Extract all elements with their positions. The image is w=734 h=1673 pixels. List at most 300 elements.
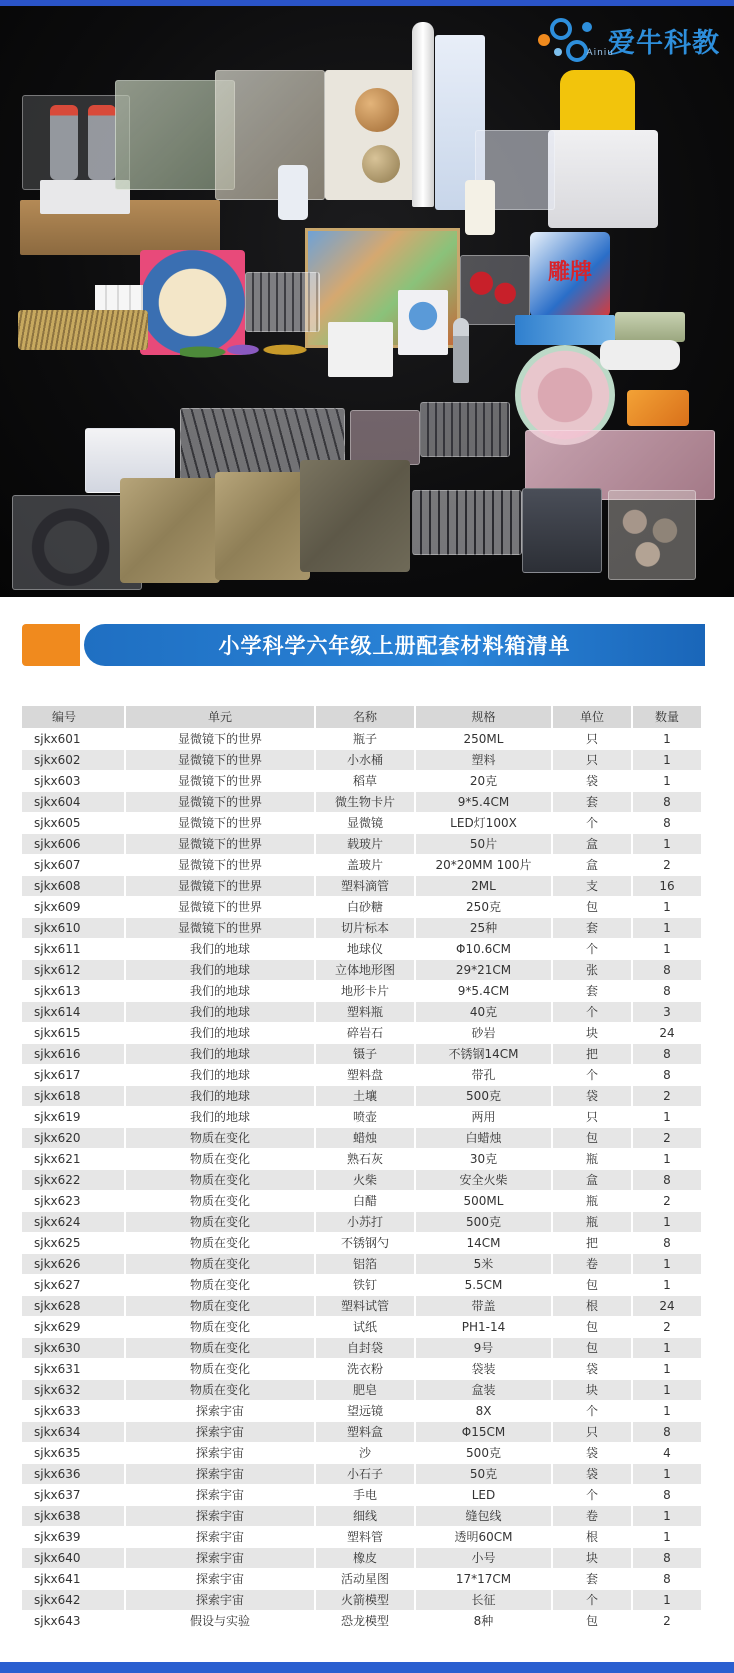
cell-spec: 不锈钢14CM xyxy=(415,1043,552,1064)
cell-quantity: 8 xyxy=(632,1421,702,1442)
table-row xyxy=(22,917,702,938)
cell-unit: 探索宇宙 xyxy=(125,1526,315,1547)
cell-unit: 物质在变化 xyxy=(125,1379,315,1400)
table-row xyxy=(22,1253,702,1274)
cell-quantity: 1 xyxy=(632,896,702,917)
cell-spec: 两用 xyxy=(415,1106,552,1127)
cell-spec: 29*21CM xyxy=(415,959,552,980)
cell-code: sjkx611 xyxy=(22,938,125,959)
cell-name: 盖玻片 xyxy=(315,854,415,875)
title-banner xyxy=(84,624,705,666)
cell-quantity: 1 xyxy=(632,1106,702,1127)
cell-name: 沙 xyxy=(315,1442,415,1463)
cell-code: sjkx614 xyxy=(22,1001,125,1022)
cell-unit: 探索宇宙 xyxy=(125,1484,315,1505)
cell-unit: 探索宇宙 xyxy=(125,1421,315,1442)
cell-unit: 物质在变化 xyxy=(125,1337,315,1358)
cell-name: 橡皮 xyxy=(315,1547,415,1568)
cell-quantity: 8 xyxy=(632,1064,702,1085)
cell-name: 塑料管 xyxy=(315,1526,415,1547)
cell-spec: 盒装 xyxy=(415,1379,552,1400)
globe-box xyxy=(398,290,448,355)
table-row xyxy=(22,980,702,1001)
cell-measure: 个 xyxy=(552,1484,632,1505)
table-row xyxy=(22,1442,702,1463)
cell-code: sjkx601 xyxy=(22,728,125,749)
cell-name: 不锈钢勺 xyxy=(315,1232,415,1253)
table-row xyxy=(22,1043,702,1064)
spoon xyxy=(453,318,469,383)
brand-sub: Ainiu xyxy=(586,48,614,58)
table-row xyxy=(22,749,702,770)
cell-spec: 25种 xyxy=(415,917,552,938)
cell-code: sjkx618 xyxy=(22,1085,125,1106)
cell-code: sjkx643 xyxy=(22,1610,125,1631)
cell-measure: 支 xyxy=(552,875,632,896)
cell-code: sjkx633 xyxy=(22,1400,125,1421)
cell-measure: 包 xyxy=(552,1337,632,1358)
cell-spec: LED xyxy=(415,1484,552,1505)
table-row xyxy=(22,1400,702,1421)
stones-bag xyxy=(608,490,696,580)
snack-pack xyxy=(627,390,689,426)
table-row xyxy=(22,1610,702,1631)
rocket xyxy=(412,22,434,207)
cell-name: 立体地形图 xyxy=(315,959,415,980)
cell-unit: 探索宇宙 xyxy=(125,1589,315,1610)
white-bottles xyxy=(600,340,680,370)
top-strip xyxy=(0,0,734,6)
bottom-strip xyxy=(0,1662,734,1673)
straw-bundle xyxy=(18,310,148,350)
table-row xyxy=(22,1484,702,1505)
cell-code: sjkx609 xyxy=(22,896,125,917)
cell-measure: 套 xyxy=(552,980,632,1001)
cell-quantity: 1 xyxy=(632,1253,702,1274)
cell-measure: 块 xyxy=(552,1547,632,1568)
cell-quantity: 1 xyxy=(632,1211,702,1232)
cell-code: sjkx606 xyxy=(22,833,125,854)
cell-code: sjkx607 xyxy=(22,854,125,875)
cell-quantity: 8 xyxy=(632,1547,702,1568)
cell-spec: 安全火柴 xyxy=(415,1169,552,1190)
cell-spec: 透明60CM xyxy=(415,1526,552,1547)
cell-spec: 带盖 xyxy=(415,1295,552,1316)
page-title: 小学科学六年级上册配套材料箱清单 xyxy=(218,634,571,658)
cell-name: 塑料瓶 xyxy=(315,1001,415,1022)
cell-unit: 我们的地球 xyxy=(125,938,315,959)
cell-code: sjkx620 xyxy=(22,1127,125,1148)
cell-unit: 我们的地球 xyxy=(125,1022,315,1043)
cell-unit: 显微镜下的世界 xyxy=(125,854,315,875)
cell-spec: 袋装 xyxy=(415,1358,552,1379)
cell-name: 白砂糖 xyxy=(315,896,415,917)
cell-code: sjkx628 xyxy=(22,1295,125,1316)
cell-quantity: 1 xyxy=(632,1379,702,1400)
cell-name: 塑料试管 xyxy=(315,1295,415,1316)
cell-spec: 250ML xyxy=(415,728,552,749)
cell-quantity: 8 xyxy=(632,1043,702,1064)
small-items-bag xyxy=(350,410,420,465)
cell-name: 试纸 xyxy=(315,1316,415,1337)
cell-spec: 50片 xyxy=(415,833,552,854)
cell-unit: 物质在变化 xyxy=(125,1358,315,1379)
cell-measure: 袋 xyxy=(552,1085,632,1106)
cell-measure: 套 xyxy=(552,917,632,938)
cell-unit: 物质在变化 xyxy=(125,1127,315,1148)
cell-measure: 包 xyxy=(552,896,632,917)
cell-code: sjkx613 xyxy=(22,980,125,1001)
cell-quantity: 1 xyxy=(632,770,702,791)
cell-code: sjkx641 xyxy=(22,1568,125,1589)
cell-code: sjkx639 xyxy=(22,1526,125,1547)
cell-quantity: 8 xyxy=(632,959,702,980)
table-row xyxy=(22,896,702,917)
cell-name: 肥皂 xyxy=(315,1379,415,1400)
table-row xyxy=(22,1547,702,1568)
cell-unit: 显微镜下的世界 xyxy=(125,896,315,917)
cell-unit: 显微镜下的世界 xyxy=(125,791,315,812)
cell-name: 瓶子 xyxy=(315,728,415,749)
cell-measure: 袋 xyxy=(552,1463,632,1484)
table-row xyxy=(22,833,702,854)
cell-quantity: 2 xyxy=(632,1610,702,1631)
cell-unit: 探索宇宙 xyxy=(125,1505,315,1526)
cell-unit: 物质在变化 xyxy=(125,1211,315,1232)
table-row xyxy=(22,938,702,959)
cell-unit: 物质在变化 xyxy=(125,1253,315,1274)
table-row xyxy=(22,1001,702,1022)
cell-name: 小石子 xyxy=(315,1463,415,1484)
table-row xyxy=(22,1379,702,1400)
table-row xyxy=(22,1169,702,1190)
cell-quantity: 2 xyxy=(632,854,702,875)
cell-unit: 我们的地球 xyxy=(125,1106,315,1127)
table-row xyxy=(22,791,702,812)
cell-name: 白醋 xyxy=(315,1190,415,1211)
cell-name: 塑料盘 xyxy=(315,1064,415,1085)
table-row xyxy=(22,1085,702,1106)
table-row xyxy=(22,1127,702,1148)
cell-quantity: 8 xyxy=(632,1232,702,1253)
table-row xyxy=(22,1526,702,1547)
table-row xyxy=(22,875,702,896)
cell-measure: 卷 xyxy=(552,1253,632,1274)
foil-roll xyxy=(615,312,685,342)
cell-quantity: 1 xyxy=(632,1358,702,1379)
cell-quantity: 1 xyxy=(632,1505,702,1526)
bottle-2 xyxy=(88,105,116,180)
cell-measure: 把 xyxy=(552,1232,632,1253)
header-measure: 单位 xyxy=(552,706,632,728)
cell-code: sjkx602 xyxy=(22,749,125,770)
cell-name: 碎岩石 xyxy=(315,1022,415,1043)
cell-spec: 500ML xyxy=(415,1190,552,1211)
cell-unit: 我们的地球 xyxy=(125,959,315,980)
table-row xyxy=(22,1064,702,1085)
cell-spec: 40克 xyxy=(415,1001,552,1022)
brand-logo xyxy=(538,14,720,66)
cell-unit: 探索宇宙 xyxy=(125,1400,315,1421)
cell-spec: 砂岩 xyxy=(415,1022,552,1043)
cell-unit: 显微镜下的世界 xyxy=(125,749,315,770)
cell-spec: 小号 xyxy=(415,1547,552,1568)
cell-quantity: 8 xyxy=(632,812,702,833)
cell-unit: 物质在变化 xyxy=(125,1274,315,1295)
cell-measure: 只 xyxy=(552,1106,632,1127)
cell-spec: 20克 xyxy=(415,770,552,791)
cell-measure: 套 xyxy=(552,791,632,812)
cell-name: 铝箔 xyxy=(315,1253,415,1274)
cell-quantity: 2 xyxy=(632,1085,702,1106)
cell-measure: 个 xyxy=(552,812,632,833)
cell-name: 洗衣粉 xyxy=(315,1358,415,1379)
cards-bag-2 xyxy=(215,70,325,200)
cell-name: 镊子 xyxy=(315,1043,415,1064)
cell-unit: 显微镜下的世界 xyxy=(125,728,315,749)
cell-code: sjkx616 xyxy=(22,1043,125,1064)
slides-box xyxy=(328,322,393,377)
cell-spec: 带孔 xyxy=(415,1064,552,1085)
cell-code: sjkx635 xyxy=(22,1442,125,1463)
header-spec: 规格 xyxy=(415,706,552,728)
cell-code: sjkx640 xyxy=(22,1547,125,1568)
cell-code: sjkx634 xyxy=(22,1421,125,1442)
cell-spec: 500克 xyxy=(415,1085,552,1106)
sand-bag-2 xyxy=(215,472,310,580)
brand-name: 爱牛科教 xyxy=(608,27,720,59)
table-row xyxy=(22,1106,702,1127)
thread-spool xyxy=(465,180,495,235)
cell-unit: 显微镜下的世界 xyxy=(125,917,315,938)
table-row xyxy=(22,1421,702,1442)
cell-unit: 物质在变化 xyxy=(125,1316,315,1337)
cell-measure: 瓶 xyxy=(552,1148,632,1169)
cell-name: 小苏打 xyxy=(315,1211,415,1232)
table-row xyxy=(22,1274,702,1295)
table-row xyxy=(22,1358,702,1379)
cell-measure: 袋 xyxy=(552,1442,632,1463)
cell-code: sjkx612 xyxy=(22,959,125,980)
cell-code: sjkx629 xyxy=(22,1316,125,1337)
cell-quantity: 1 xyxy=(632,1274,702,1295)
cell-name: 手电 xyxy=(315,1484,415,1505)
cell-measure: 个 xyxy=(552,938,632,959)
cell-code: sjkx631 xyxy=(22,1358,125,1379)
cell-spec: 5.5CM xyxy=(415,1274,552,1295)
nails-bag xyxy=(420,402,510,457)
cell-measure: 个 xyxy=(552,1400,632,1421)
cell-name: 细线 xyxy=(315,1505,415,1526)
cell-name: 自封袋 xyxy=(315,1337,415,1358)
cell-code: sjkx621 xyxy=(22,1148,125,1169)
cell-measure: 包 xyxy=(552,1610,632,1631)
table-header-row xyxy=(22,706,702,728)
table-row xyxy=(22,1316,702,1337)
cell-name: 地球仪 xyxy=(315,938,415,959)
cell-measure: 瓶 xyxy=(552,1190,632,1211)
table-row xyxy=(22,1589,702,1610)
cell-measure: 袋 xyxy=(552,1358,632,1379)
cell-unit: 显微镜下的世界 xyxy=(125,833,315,854)
cell-name: 火箭模型 xyxy=(315,1589,415,1610)
cell-code: sjkx617 xyxy=(22,1064,125,1085)
cell-measure: 块 xyxy=(552,1022,632,1043)
cell-measure: 只 xyxy=(552,1421,632,1442)
cell-quantity: 1 xyxy=(632,1463,702,1484)
cell-spec: 30克 xyxy=(415,1148,552,1169)
white-jar xyxy=(278,165,308,220)
cell-name: 喷壶 xyxy=(315,1106,415,1127)
cell-spec: 2ML xyxy=(415,875,552,896)
cell-spec: 8X xyxy=(415,1400,552,1421)
cell-spec: 塑料 xyxy=(415,749,552,770)
cell-measure: 根 xyxy=(552,1526,632,1547)
cell-code: sjkx626 xyxy=(22,1253,125,1274)
table-row xyxy=(22,770,702,791)
cell-quantity: 8 xyxy=(632,980,702,1001)
cell-quantity: 1 xyxy=(632,833,702,854)
cell-measure: 盒 xyxy=(552,1169,632,1190)
cell-code: sjkx619 xyxy=(22,1106,125,1127)
cell-measure: 包 xyxy=(552,1274,632,1295)
planet-1 xyxy=(355,88,399,132)
cell-name: 铁钉 xyxy=(315,1274,415,1295)
cell-measure: 个 xyxy=(552,1064,632,1085)
cell-spec: PH1-14 xyxy=(415,1316,552,1337)
cell-code: sjkx604 xyxy=(22,791,125,812)
cell-unit: 探索宇宙 xyxy=(125,1442,315,1463)
cell-quantity: 2 xyxy=(632,1190,702,1211)
cell-unit: 物质在变化 xyxy=(125,1190,315,1211)
cell-spec: 长征 xyxy=(415,1589,552,1610)
table-row xyxy=(22,1148,702,1169)
cell-measure: 瓶 xyxy=(552,1211,632,1232)
cell-measure: 包 xyxy=(552,1316,632,1337)
cell-unit: 我们的地球 xyxy=(125,980,315,1001)
table-row xyxy=(22,1232,702,1253)
cell-code: sjkx638 xyxy=(22,1505,125,1526)
cell-unit: 物质在变化 xyxy=(125,1232,315,1253)
product-photo xyxy=(0,0,734,597)
cell-unit: 探索宇宙 xyxy=(125,1463,315,1484)
cell-code: sjkx605 xyxy=(22,812,125,833)
table-row xyxy=(22,1568,702,1589)
cell-code: sjkx625 xyxy=(22,1232,125,1253)
cell-code: sjkx622 xyxy=(22,1169,125,1190)
cell-measure: 张 xyxy=(552,959,632,980)
cell-spec: 250克 xyxy=(415,896,552,917)
header-quantity: 数量 xyxy=(632,706,702,728)
cell-quantity: 2 xyxy=(632,1316,702,1337)
cell-code: sjkx608 xyxy=(22,875,125,896)
cell-quantity: 2 xyxy=(632,1127,702,1148)
cell-spec: 500克 xyxy=(415,1211,552,1232)
soil-bag-1 xyxy=(300,460,410,572)
cell-spec: 500克 xyxy=(415,1442,552,1463)
cell-quantity: 1 xyxy=(632,1589,702,1610)
cell-unit: 物质在变化 xyxy=(125,1169,315,1190)
cell-name: 地形卡片 xyxy=(315,980,415,1001)
dinosaurs xyxy=(180,325,320,370)
cell-unit: 显微镜下的世界 xyxy=(125,875,315,896)
cell-measure: 卷 xyxy=(552,1505,632,1526)
dark-cards-bag xyxy=(522,488,602,573)
cell-quantity: 1 xyxy=(632,1400,702,1421)
cell-unit: 显微镜下的世界 xyxy=(125,812,315,833)
cell-quantity: 1 xyxy=(632,1337,702,1358)
cell-name: 小水桶 xyxy=(315,749,415,770)
cell-measure: 包 xyxy=(552,1127,632,1148)
cell-spec: LED灯100X xyxy=(415,812,552,833)
cell-measure: 个 xyxy=(552,1001,632,1022)
cell-unit: 物质在变化 xyxy=(125,1295,315,1316)
cell-quantity: 8 xyxy=(632,1169,702,1190)
cell-spec: 缝包线 xyxy=(415,1505,552,1526)
cell-measure: 把 xyxy=(552,1043,632,1064)
cell-unit: 假设与实验 xyxy=(125,1610,315,1631)
table-row xyxy=(22,812,702,833)
cell-code: sjkx627 xyxy=(22,1274,125,1295)
cell-spec: 8种 xyxy=(415,1610,552,1631)
cell-name: 蜡烛 xyxy=(315,1127,415,1148)
cell-name: 微生物卡片 xyxy=(315,791,415,812)
cell-name: 活动星图 xyxy=(315,1568,415,1589)
cell-code: sjkx603 xyxy=(22,770,125,791)
section-title-bar xyxy=(22,624,705,666)
header-name: 名称 xyxy=(315,706,415,728)
cell-code: sjkx630 xyxy=(22,1337,125,1358)
cell-measure: 块 xyxy=(552,1379,632,1400)
cell-code: sjkx615 xyxy=(22,1022,125,1043)
cell-code: sjkx636 xyxy=(22,1463,125,1484)
table-row xyxy=(22,728,702,749)
cell-measure: 根 xyxy=(552,1295,632,1316)
soap-box xyxy=(515,315,615,345)
table-row xyxy=(22,1505,702,1526)
cell-measure: 只 xyxy=(552,749,632,770)
table-row xyxy=(22,1190,702,1211)
cell-spec: 9*5.4CM xyxy=(415,791,552,812)
cell-spec: 17*17CM xyxy=(415,1568,552,1589)
cell-unit: 物质在变化 xyxy=(125,1148,315,1169)
cell-quantity: 4 xyxy=(632,1442,702,1463)
cell-name: 塑料盒 xyxy=(315,1421,415,1442)
table-row xyxy=(22,959,702,980)
table-row xyxy=(22,1295,702,1316)
cell-name: 载玻片 xyxy=(315,833,415,854)
table-row xyxy=(22,1337,702,1358)
cell-code: sjkx637 xyxy=(22,1484,125,1505)
table-row xyxy=(22,854,702,875)
cell-quantity: 8 xyxy=(632,1568,702,1589)
cell-quantity: 8 xyxy=(632,791,702,812)
bottle-1 xyxy=(50,105,78,180)
logo-dots-icon xyxy=(538,14,602,66)
cell-unit: 探索宇宙 xyxy=(125,1547,315,1568)
header-unit: 单元 xyxy=(125,706,315,728)
planet-2 xyxy=(362,145,400,183)
cell-name: 土壤 xyxy=(315,1085,415,1106)
cell-quantity: 1 xyxy=(632,917,702,938)
cell-code: sjkx623 xyxy=(22,1190,125,1211)
cell-quantity: 24 xyxy=(632,1022,702,1043)
cell-spec: 白蜡烛 xyxy=(415,1127,552,1148)
cell-measure: 盒 xyxy=(552,854,632,875)
cell-quantity: 1 xyxy=(632,938,702,959)
title-accent xyxy=(22,624,80,666)
cell-spec: 9号 xyxy=(415,1337,552,1358)
